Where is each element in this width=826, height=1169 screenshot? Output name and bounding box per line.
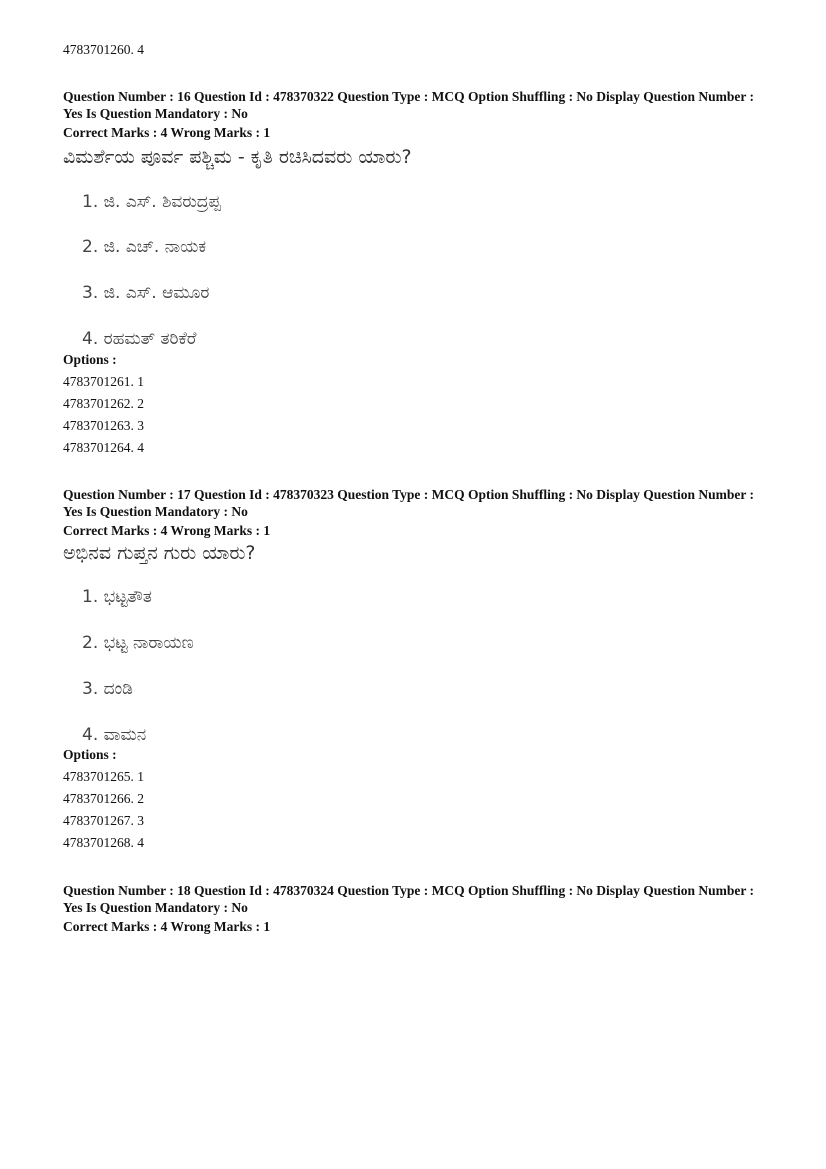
option-code: 4783701262. 2 bbox=[63, 396, 144, 411]
answer-choice: 2. ಜಿ. ಎಚ್. ನಾಯಕ bbox=[82, 237, 207, 257]
previous-option-code: 4783701260. 4 bbox=[63, 42, 144, 57]
option-code: 4783701267. 3 bbox=[63, 813, 144, 828]
option-code: 4783701264. 4 bbox=[63, 440, 144, 455]
option-code: 4783701266. 2 bbox=[63, 791, 144, 806]
question-text: ವಿಮರ್ಶೆಯ ಪೂರ್ವ ಪಶ್ಚಿಮ - ಕೃತಿ ರಚಿಸಿದವರು ಯಾರು? bbox=[63, 146, 412, 168]
question-marks: Correct Marks : 4 Wrong Marks : 1 bbox=[63, 125, 271, 140]
answer-choice: 1. ಭಟ್ಟತೌತ bbox=[82, 587, 152, 607]
answer-choice: 2. ಭಟ್ಟ ನಾರಾಯಣ bbox=[82, 633, 194, 653]
options-label: Options : bbox=[63, 747, 117, 762]
options-label: Options : bbox=[63, 352, 117, 367]
question-marks: Correct Marks : 4 Wrong Marks : 1 bbox=[63, 523, 271, 538]
option-code: 4783701263. 3 bbox=[63, 418, 144, 433]
option-code: 4783701261. 1 bbox=[63, 374, 144, 389]
option-code: 4783701268. 4 bbox=[63, 835, 144, 850]
question-meta: Question Number : 18 Question Id : 478370324 Question Type : MCQ Option Shuffling : No Display Question Number : Yes Is Question Mandatory : No bbox=[63, 883, 754, 915]
question-meta: Question Number : 16 Question Id : 478370322 Question Type : MCQ Option Shuffling : No Display Question Number : Yes Is Question Mandatory : No bbox=[63, 89, 754, 121]
answer-choice: 1. ಜಿ. ಎಸ್. ಶಿವರುದ್ರಪ್ಪ bbox=[82, 192, 221, 212]
answer-choice: 3. ದಂಡಿ bbox=[82, 679, 133, 699]
answer-choice: 3. ಜಿ. ಎಸ್. ಆಮೂರ bbox=[82, 283, 210, 303]
question-meta: Question Number : 17 Question Id : 478370323 Question Type : MCQ Option Shuffling : No Display Question Number : Yes Is Question Mandatory : No bbox=[63, 487, 754, 519]
question-marks: Correct Marks : 4 Wrong Marks : 1 bbox=[63, 919, 271, 934]
question-text: ಅಭಿನವ ಗುಪ್ತನ ಗುರು ಯಾರು? bbox=[63, 542, 256, 564]
answer-choice: 4. ವಾಮನ bbox=[82, 725, 147, 745]
answer-choice: 4. ರಹಮತ್ ತರಿಕೆರೆ bbox=[82, 329, 197, 349]
option-code: 4783701265. 1 bbox=[63, 769, 144, 784]
